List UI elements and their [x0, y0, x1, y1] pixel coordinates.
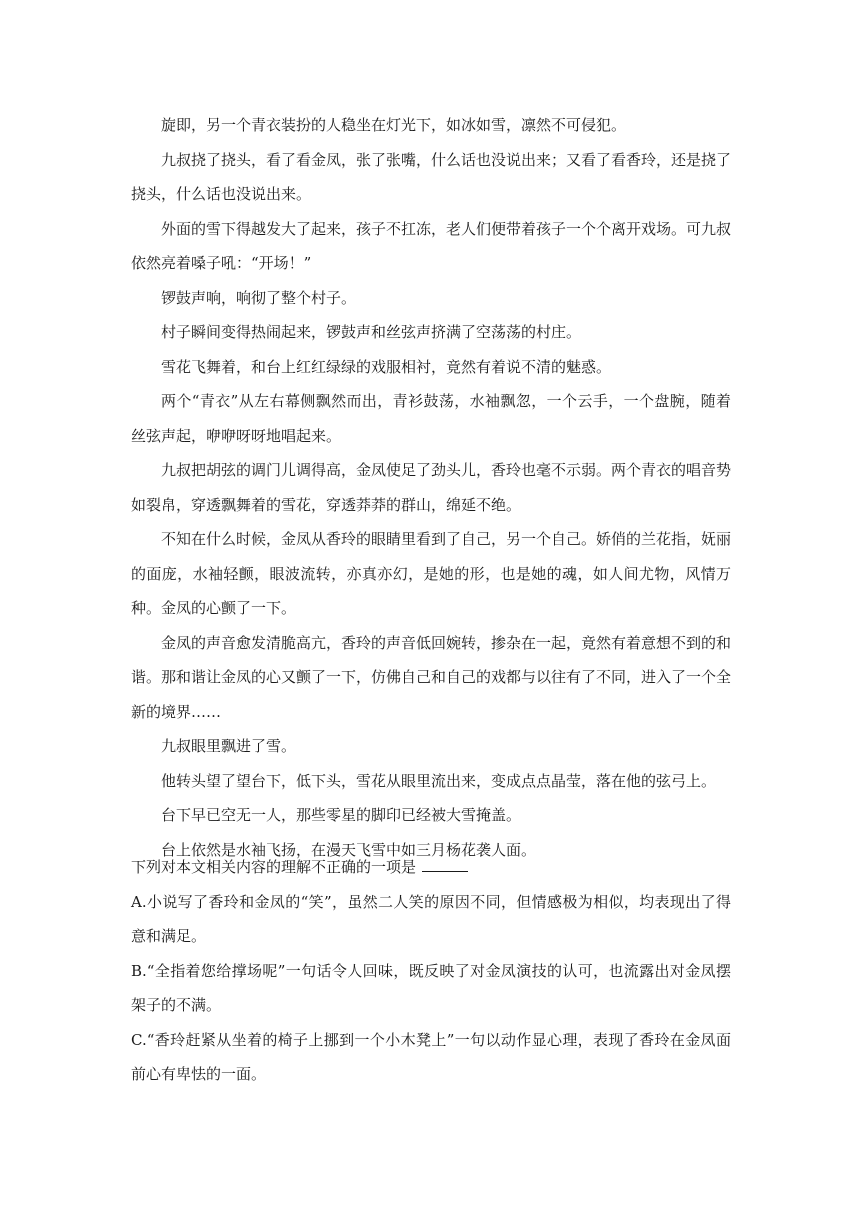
option-a: A.小说写了香玲和金凤的“笑”，虽然二人笑的原因不同，但情感极为相似，均表现出了得意和满足。	[131, 892, 731, 945]
story-paragraph: 九叔眼里飘进了雪。	[161, 737, 297, 755]
story-paragraph: 他转头望了望台下，低下头，雪花从眼里流出来，变成点点晶莹，落在他的弦弓上。	[161, 771, 717, 790]
option-b: B.“全指着您给撑场呢”一句话令人回味，既反映了对金凤演技的认可，也流露出对金凤摆架子的不满。	[131, 961, 731, 1014]
story-paragraph: 两个“青衣”从左右幕侧飘然而出，青衫鼓荡，水袖飘忽，一个云手，一个盘腕，随着丝弦声起，咿咿呀呀地唱起来。	[131, 392, 731, 445]
document-content	[131, 108, 731, 867]
story-paragraph: 九叔把胡弦的调门儿调得高，金凤使足了劲头儿，香玲也毫不示弱。两个青衣的唱音势如裂帛，穿透飘舞着的雪花，穿透莽莽的群山，绵延不绝。	[131, 461, 732, 514]
question-block	[131, 850, 731, 1092]
story-paragraph: 台下早已空无一人，那些零星的脚印已经被大雪掩盖。	[161, 806, 522, 824]
story-paragraph: 外面的雪下得越发大了起来，孩子不扛冻，老人们便带着孩子一个个离开戏场。可九叔依然亮着嗓子吼：“开场！”	[131, 219, 732, 272]
story-paragraph: 不知在什么时候，金凤从香玲的眼睛里看到了自己，另一个自己。娇俏的兰花指，妩丽的面庞，水袖轻颤，眼波流转，亦真亦幻，是她的形，也是她的魂，如人间尤物，风情万种。金凤的心颤了一下。	[131, 530, 732, 617]
story-paragraph: 雪花飞舞着，和台上红红绿绿的戏服相衬，竟然有着说不清的魅惑。	[161, 357, 612, 376]
story-paragraph: 旋即，另一个青衣装扮的人稳坐在灯光下，如冰如雪，凛然不可侵犯。	[161, 116, 627, 134]
story-paragraph: 九叔挠了挠头，看了看金凤，张了张嘴，什么话也没说出来；又看了看香玲，还是挠了挠头，什么话也没说出来。	[131, 150, 732, 203]
story-paragraph: 台上依然是水袖飞扬，在漫天飞雪中如三月杨花袭人面。	[161, 840, 537, 859]
option-c: C.“香玲赶紧从坐着的椅子上挪到一个小木凳上”一句以动作显心理，表现了香玲在金凤面前心有卑怯的一面。	[131, 1030, 731, 1083]
story-paragraph: 金凤的声音愈发清脆高亢，香玲的声音低回婉转，掺杂在一起，竟然有着意想不到的和谐。那和谐让金凤的心又颤了一下，仿佛自己和自己的戏都与以往有了不同，进入了一个全新的境界……	[131, 633, 732, 721]
story-paragraph: 锣鼓声响，响彻了整个村子。	[161, 288, 357, 307]
question-stem	[131, 850, 731, 885]
story-paragraph: 村子瞬间变得热闹起来，锣鼓声和丝弦声挤满了空荡荡的村庄。	[161, 323, 582, 341]
question-stem-text: 下列对本文相关内容的理解不正确的一项是	[131, 858, 417, 876]
answer-blank	[422, 857, 468, 872]
